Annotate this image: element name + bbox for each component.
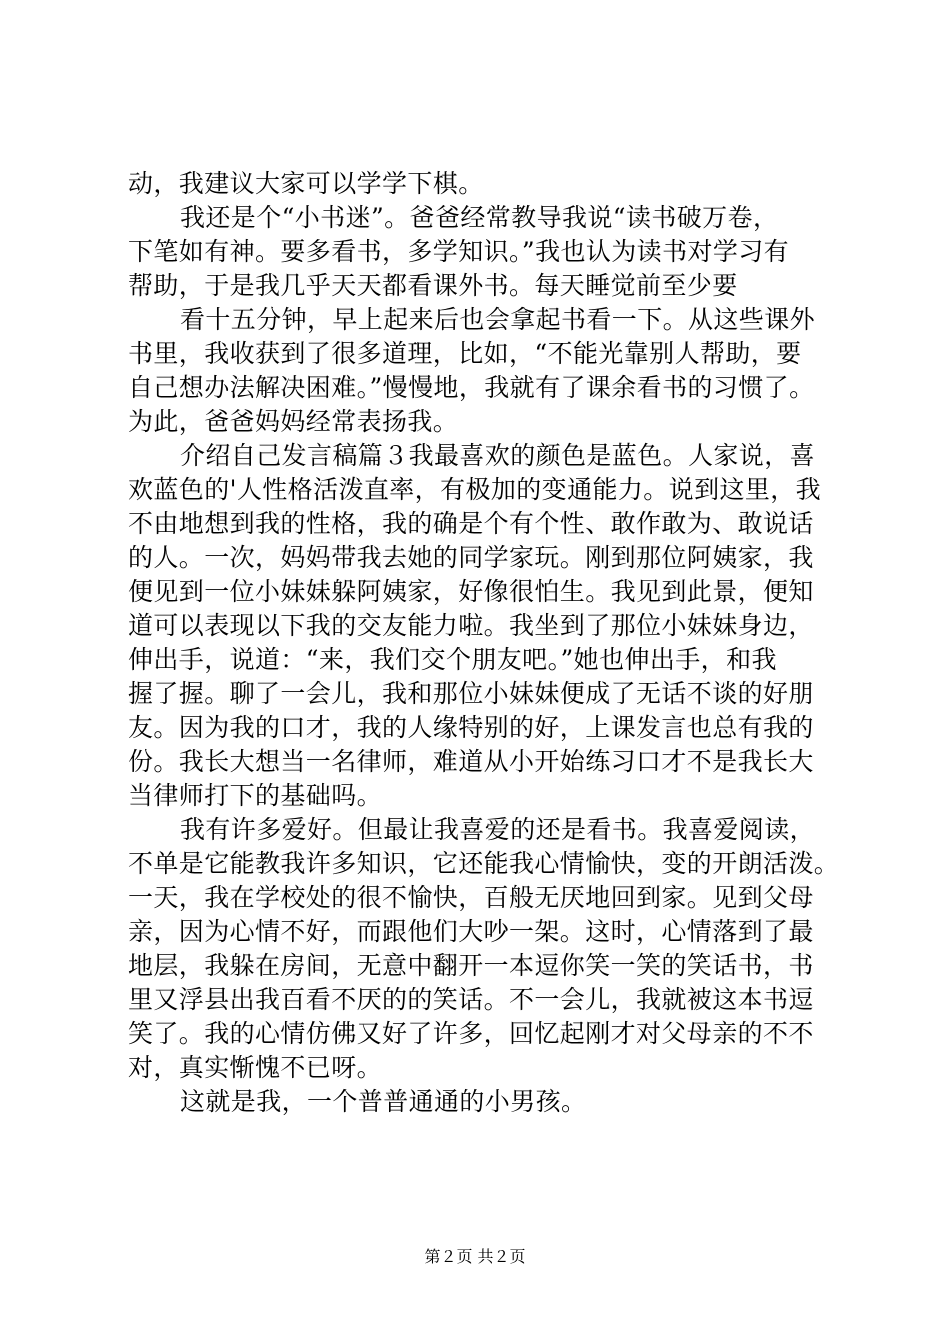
- text-line: 我还是个“小书迷”。爸爸经常教导我说“读书破万卷，: [180, 203, 779, 232]
- text-line: 帮助，于是我几乎天天都看课外书。每天睡觉前至少要: [128, 271, 738, 300]
- text-line: 地层，我躲在房间，无意中翻开一本逗你笑一笑的笑话书，书: [128, 951, 814, 980]
- text-line: 这就是我，一个普普通通的小男孩。: [180, 1087, 587, 1116]
- text-line: 握了握。聊了一会儿，我和那位小妹妹便成了无话不谈的好朋: [128, 679, 814, 708]
- text-line: 当律师打下的基础吗。: [128, 781, 383, 810]
- text-line: 对，真实惭愧不已呀。: [128, 1053, 383, 1082]
- text-line: 里又浮县出我百看不厌的的笑话。不一会儿，我就被这本书逗: [128, 985, 814, 1014]
- text-line: 的人。一次，妈妈带我去她的同学家玩。刚到那位阿姨家，我: [128, 543, 814, 572]
- text-line: 欢蓝色的'人性格活泼直率，有极加的变通能力。说到这里，我: [128, 475, 822, 504]
- page-footer: 第２页 共２页: [424, 1247, 526, 1266]
- text-line: 为此，爸爸妈妈经常表扬我。: [128, 407, 459, 436]
- text-line: 笑了。我的心情仿佛又好了许多，回忆起刚才对父母亲的不不: [128, 1019, 814, 1048]
- text-line: 不由地想到我的性格，我的确是个有个性、敢作敢为、敢说话: [128, 509, 814, 538]
- text-line: 介绍自己发言稿篇３我最喜欢的颜色是蓝色。人家说，喜: [180, 441, 816, 470]
- text-line: 看十五分钟，早上起来后也会拿起书看一下。从这些课外: [180, 305, 816, 334]
- text-line: 我有许多爱好。但最让我喜爱的还是看书。我喜爱阅读，: [180, 815, 816, 844]
- text-line: 便见到一位小妹妹躲阿姨家，好像很怕生。我见到此景，便知: [128, 577, 814, 606]
- text-line: 不单是它能教我许多知识，它还能我心情愉快，变的开朗活泼。: [128, 849, 840, 878]
- text-line: 书里，我收获到了很多道理，比如，“不能光靠别人帮助，要: [128, 339, 802, 368]
- text-line: 动，我建议大家可以学学下棋。: [128, 169, 484, 198]
- text-line: 道可以表现以下我的交友能力啦。我坐到了那位小妹妹身边，: [128, 611, 814, 640]
- body-text: [128, 167, 848, 1119]
- text-line: 一天，我在学校处的很不愉快，百般无厌地回到家。见到父母: [128, 883, 814, 912]
- text-line: 自己想办法解决困难。”慢慢地，我就有了课余看书的习惯了。: [128, 373, 815, 402]
- text-line: 友。因为我的口才，我的人缘特别的好，上课发言也总有我的: [128, 713, 814, 742]
- text-line: 份。我长大想当一名律师，难道从小开始练习口才不是我长大: [128, 747, 814, 776]
- text-line: 亲，因为心情不好，而跟他们大吵一架。这时，心情落到了最: [128, 917, 814, 946]
- text-line: 伸出手，说道：“来，我们交个朋友吧。”她也伸出手，和我: [128, 645, 777, 674]
- text-line: 下笔如有神。要多看书，多学知识。”我也认为读书对学习有: [128, 237, 790, 266]
